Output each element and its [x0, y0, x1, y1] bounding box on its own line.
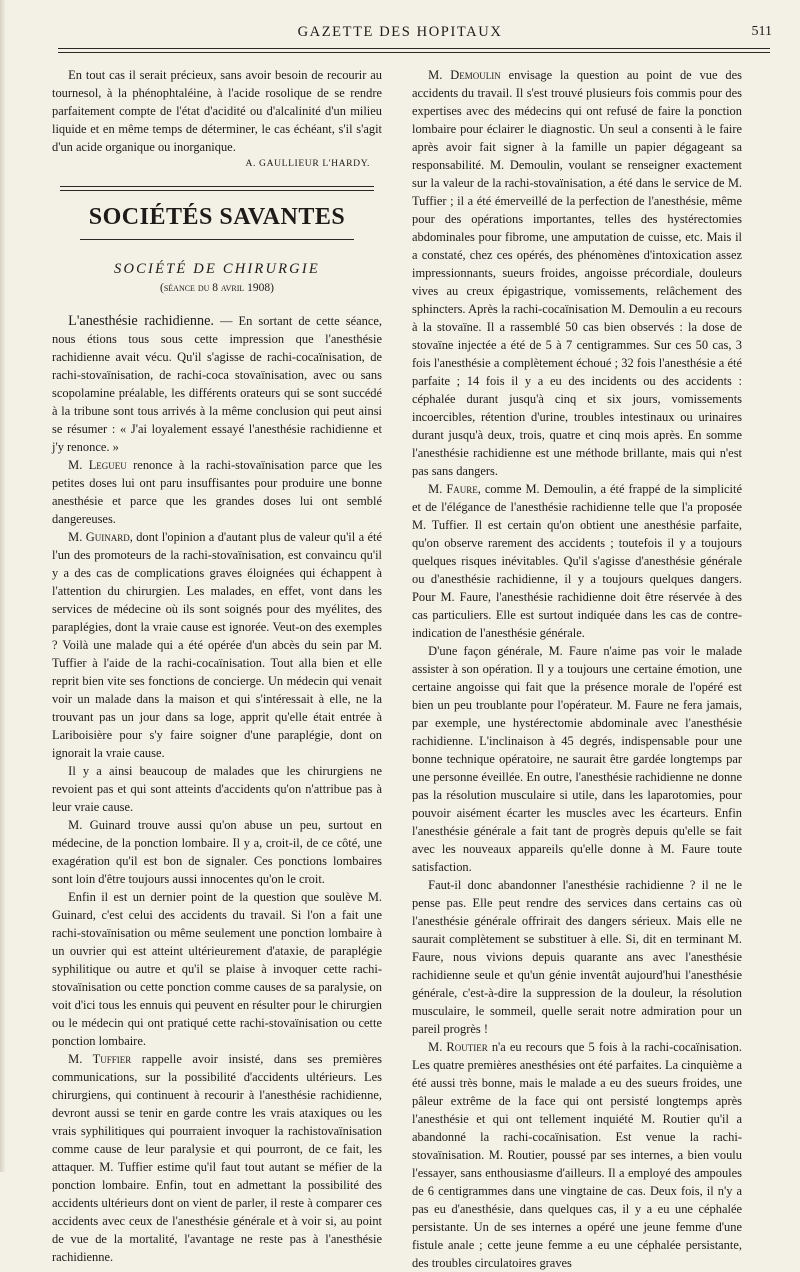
- intro-paragraph: En tout cas il serait précieux, sans avoir besoin de recourir au tournesol, à la phénophtaléine, à l'acide rosolique de se rendre parfaitement compte de l'état d'acidité ou d'alcalinité d'un milieu liquide et en même temps de déterminer, le cas échéant, s'il s'agit d'un acide organique ou inorganique.: [52, 68, 382, 154]
- session-day: 8: [209, 282, 221, 294]
- section-title: SOCIÉTÉS SAVANTES: [88, 204, 346, 230]
- paragraph-guinard: M. Guinard, dont l'opinion a d'autant plus de valeur qu'il a été l'un des promoteurs de la rachi-stovaïnisation, est convaincu qu'il y a des cas de complications graves éloignées qui échappent à l'attention du chirurgien. Les malades, en effet, vont dans les services de médecine où ils sont soignés pour des myélites, des paraplégies, dont la vraie cause est ignorée. Veut-on des exemples ? Voilà une malade qui a été opérée d'un abcès du sein par M. Tuffier à l'aide de la rachi-cocaïnisation. Tout alla bien et elle reprit bien vite ses fonctions de concierge. Un médecin qui venait voir un malade dans la maison et qui s'intéressait à elle, ne la trouvant pas un jour dans sa loge, apprit qu'elle était entrée à Lariboisière pour s'y faire soigner d'une paraplégie, dont on ignorait la vraie cause.: [52, 530, 382, 760]
- paragraph-intro-session: L'anesthésie rachidienne. — En sortant de cette séance, nous étions tous sous cette impression que l'anesthésie rachidienne avait vécu. Qu'il s'agisse de rachi-cocaïnisation, de rachi-stovaïnisation, de rachi-coca stovaïnisation, avec ou sans scopolamine préalable, les différents orateurs qui se sont succédé à la tribune sont tous arrivés à la même conclusion qui peut ainsi se résumer : « J'ai loyalement essayé l'anesthésie rachidienne et j'y renonce. »: [52, 313, 382, 454]
- running-title: GAZETTE DES HOPITAUX: [297, 24, 503, 40]
- paragraph-legueu: M. Legueu renonce à la rachi-stovaïnisation parce que les petites doses lui ont paru insuffisantes pour produire une bonne anesthésie et parce que les grandes doses lui ont semblé dangereuses.: [52, 458, 382, 526]
- header-rule: [58, 48, 770, 53]
- session-prefix: (: [159, 282, 164, 294]
- paragraph-faure: M. Faure, comme M. Demoulin, a été frappé de la simplicité et de l'élégance de l'anesthésie rachidienne telle que l'a proposée M. Tuffier. Il est certain qu'on obtient une anesthésie parfaite, qu'on observe rarement des accidents ; toutefois il y a toujours quelques risques inévitables. Qu'il s'agisse d'anesthésie générale ou d'anesthésie rachidienne, il y a toujours quelques dangers. Pour M. Faure, l'anesthésie rachidienne doit être réservée à des cas particuliers. Elle est surtout indiquée dans les cas de contre-indication de l'anesthésie générale.: [412, 482, 742, 640]
- paragraph-demoulin: M. Demoulin envisage la question au point de vue des accidents du travail. Il s'est trouvé plusieurs fois commis pour des expertises avec des médecins qui ont refusé de faire la ponction lombaire pour éclairer le diagnostic. Un seul a consenti à le faire après avoir fait signer à la famille un papier dégageant sa responsabilité. M. Demoulin, voulant se renseigner exactement sur la valeur de la rachi-stovaïnisation, a été dans le service de M. Tuffier ; il a été émerveillé de la perfection de l'anesthésie, même pour des opérations importantes, telles des hystérectomies abdominales pour fibrome, une amputation de cuisse, etc. Mais il a constaté, chez ces opérés, des phénomènes d'intoxication assez impressionnants, sueurs froides, angoisse précordiale, douleurs vives au creux épigastrique, vomissements, relâchement des sphincters. Après la rachi-cocaïnisation M. Demoulin a eu recours à la stovaïne. Il a rassemblé 50 cas bien observés : la dose de stovaïne injectée a été de 5 à 7 centigrammes. Sur ces 50 cas, 3 fois l'anesthésie a complètement échoué ; 32 fois l'anesthésie a été parfaite ; 14 fois il y a eu des incidents ou des accidents : céphalée durant jusqu'à cinq et six jours, vomissements incoercibles, rétention d'urine, troubles intestinaux ou urinaires durant jusqu'à deux, trois, quatre et cinq mois après. En somme l'anesthésie rachidienne est une méthode brillante, mais qui n'est pas sans dangers.: [412, 68, 742, 478]
- author-signature: A. GAULLIEUR L'HARDY.: [245, 158, 370, 169]
- speaker-demoulin: M. Demoulin: [428, 68, 501, 82]
- article-title: L'anesthésie rachidienne.: [68, 313, 214, 329]
- page-edge-shadow: [0, 0, 6, 1172]
- speaker-routier: M. Routier: [428, 1040, 488, 1054]
- session-month: avril: [220, 282, 245, 294]
- paragraph-malades: Il y a ainsi beaucoup de malades que les chirurgiens ne revoient pas et qui sont atteints d'accidents qu'on n'attribue pas à leur vraie cause.: [52, 764, 382, 814]
- session-date: [52, 280, 382, 296]
- page-header: [0, 22, 800, 44]
- page-number: 511: [751, 24, 772, 39]
- speaker-guinard: M. Guinard: [68, 530, 130, 544]
- paragraph-routier: M. Routier n'a eu recours que 5 fois à la rachi-cocaïnisation. Les quatre premières anesthésies ont été parfaites. La cinquième a été aussi très bonne, mais le malade a eu des sueurs froides, une pâleur extrême de la face qui ont persisté longtemps après l'anesthésie et qui ont tellement inquiété M. Routier qu'il a abandonné la rachi-cocaïnisation. Est venue la rachi-stovaïnisation. M. Routier, poussé par ses internes, a bien voulu l'essayer, sans enthousiasme d'ailleurs. Il a employé des ampoules de 6 centigrammes dans une vingtaine de cas. Deux fois, il n'y a pas eu d'anesthésie, dans quelques cas, il y a eu une céphalée persistante. Un de ses internes a opéré une jeune femme d'une fistule anale ; cette jeune femme a eu une céphalée persistante, des troubles circulatoires graves: [412, 1040, 742, 1270]
- society-name: SOCIÉTÉ DE CHIRURGIE: [114, 261, 320, 277]
- paragraph-faure-conclusion: Faut-il donc abandonner l'anesthésie rachidienne ? il ne le pense pas. Elle peut rendre des services dans certains cas où l'anesthésie générale offrirait des dangers sérieux. Mais elle ne saurait complètement se substituer à elle. Si, dit en terminant M. Faure, nous vivions depuis quarante ans avec l'anesthésie rachidienne seule et qu'un génie inventât aujourd'hui l'anesthésie générale, c'est-à-dire la suppression de la douleur, la résolution musculaire, le sommeil, quelle serait notre admiration pour un pareil progrès !: [412, 878, 742, 1036]
- paragraph-ponction: M. Guinard trouve aussi qu'on abuse un peu, surtout en médecine, de la ponction lombaire. Il y a, croit-il, de ce côté, une exagération qu'il est bon de signaler. Ces ponctions lombaires sont loin d'être toujours aussi innocentes qu'on le croit.: [52, 818, 382, 886]
- section-rule-top: [60, 186, 374, 191]
- speaker-tuffier: M. Tuffier: [68, 1052, 132, 1066]
- right-column: [412, 66, 742, 1272]
- left-column: [52, 66, 382, 1266]
- paragraph-tuffier: M. Tuffier rappelle avoir insisté, dans ses premières communications, sur la possibilité d'accidents ultérieurs. Les chirurgiens, qui continuent à recourir à l'anesthésie rachidienne, devront aussi se tenir en garde contre les vrais ataxiques ou les vrais syphilitiques qui pourraient invoquer la rachistovaïnisation comme cause de leur paralysie et qui pourront, de ce fait, les attaquer. M. Tuffier estime qu'il faut tout autant se méfier de la ponction lombaire. Enfin, tout en admettant la possibilité des accidents ultérieurs dont on vient de parler, il reste à comparer ces accidents avec ceux de l'anesthésie générale et à voir si, au point de vue de la mortalité, l'avantage ne reste pas à l'anesthésie rachidienne.: [52, 1052, 382, 1264]
- speaker-legueu: M. Legueu: [68, 458, 127, 472]
- section-rule-bottom: [80, 239, 354, 240]
- paragraph-accidents-travail: Enfin il est un dernier point de la question que soulève M. Guinard, c'est celui des accidents du travail. Si l'on a fait une rachi-stovaïnisation ou même seulement une ponction lombaire à un ouvrier qui est atteint ultérieurement d'ataxie, de paraplégie syphilitique ou autre et qu'il se plaise à invoquer cette rachi-stovaïnisation ou cette ponction comme causes de sa paralysie, on voit d'ici tous les ennuis qui peuvent en résulter pour le chirurgien ou le médecin qui ont pratiqué cette rachi-stovaïnisation ou cette ponction lombaire.: [52, 890, 382, 1048]
- paragraph-faure-generale: D'une façon générale, M. Faure n'aime pas voir le malade assister à son opération. Il y a toujours une certaine émotion, une certaine angoisse qui fait que la présence morale de l'opéré est bien un peu troublante pour l'opérateur. M. Faure ne fera jamais, par exemple, une hystérectomie abdominale avec l'anesthésie rachidienne. L'inclinaison à 45 degrés, indispensable pour une bonne technique opératoire, ne saurait être gardée longtemps par une personne éveillée. En outre, l'anesthésie rachidienne ne donne pas la résolution musculaire si utile, dans les laparotomies, pour pouvoir aisément écarter les muscles avec les écarteurs. Enfin l'anesthésie générale a fait tant de progrès depuis qu'elle se fait avec les nouveaux appareils qu'elle donne à M. Faure toute satisfaction.: [412, 644, 742, 874]
- speaker-faure: M. Faure: [428, 482, 478, 496]
- session-year: 1908): [244, 282, 275, 294]
- session-word: séance du: [163, 282, 210, 294]
